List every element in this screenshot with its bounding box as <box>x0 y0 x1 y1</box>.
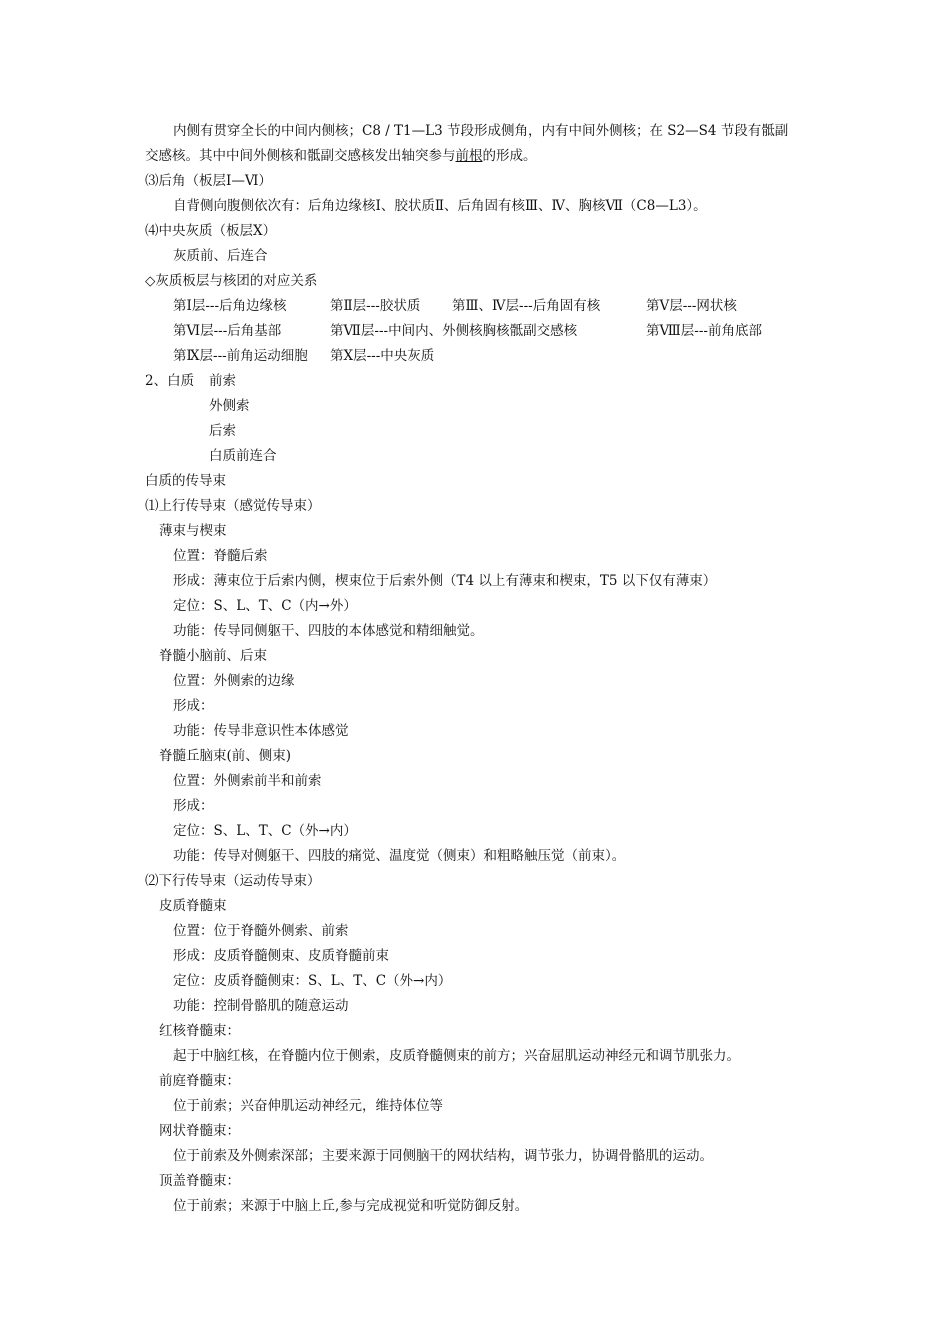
text-line: 位置：外侧索的边缘 <box>173 673 295 689</box>
lamina-item: 第Ⅸ层---前角运动细胞 <box>173 348 308 364</box>
lamina-item: 第Ⅵ层---后角基部 <box>173 323 282 339</box>
text-line: 位置：脊髓后索 <box>173 548 268 564</box>
lamina-item: 第Ⅹ层---中央灰质 <box>330 348 435 364</box>
text-line <box>145 146 537 166</box>
text-line: 位置：位于脊髓外侧索、前索 <box>173 923 349 939</box>
text-line: 形成：薄束位于后索内侧，楔束位于后索外侧（T4 以上有薄束和楔束，T5 以下仅有薄束） <box>173 573 717 589</box>
text-line: 定位：S、L、T、C（外→内） <box>173 823 357 839</box>
text-line: 内侧有贯穿全长的中间内侧核；C8 / T1—L3 节段形成侧角，内有中间外侧核；在 S2—S4 节段有骶副 <box>173 123 789 139</box>
text-line: 形成：皮质脊髓侧束、皮质脊髓前束 <box>173 948 389 964</box>
tract-heading: 网状脊髓束： <box>159 1123 240 1139</box>
tract-heading: 脊髓小脑前、后束 <box>159 648 267 664</box>
tract-heading: 脊髓丘脑束(前、侧束) <box>159 748 292 764</box>
text-segment: 的形成。 <box>482 148 537 164</box>
text-line: 白质前连合 <box>209 448 277 464</box>
tract-heading: 前庭脊髓束： <box>159 1073 240 1089</box>
text-line: 功能：传导对侧躯干、四肢的痛觉、温度觉（侧束）和粗略触压觉（前束）。 <box>173 848 626 864</box>
underlined-term: 前根 <box>455 148 483 164</box>
lamina-item: 第Ⅷ层---前角底部 <box>646 323 762 339</box>
section-heading: ⑵下行传导束（运动传导束） <box>145 873 321 889</box>
text-segment: 交感核。其中中间外侧核和骶副交感核发出轴突参与 <box>145 148 456 164</box>
text-line: 位于前索；来源于中脑上丘,参与完成视觉和听觉防御反射。 <box>173 1198 529 1214</box>
lamina-item: 第Ⅶ层---中间内、外侧核胸核骶副交感核 <box>330 323 578 339</box>
lamina-item: 第Ⅲ、Ⅳ层---后角固有核 <box>452 298 601 314</box>
text-line: 位置：外侧索前半和前索 <box>173 773 322 789</box>
text-line: 灰质前、后连合 <box>173 248 268 264</box>
tract-heading: 红核脊髓束： <box>159 1023 240 1039</box>
text-line: 形成： <box>173 698 214 714</box>
lamina-item: 第Ⅴ层---网状核 <box>646 298 737 314</box>
text-line: 形成： <box>173 798 214 814</box>
text-line: 位于前索及外侧索深部；主要来源于同侧脑干的网状结构，调节张力，协调骨骼肌的运动。 <box>173 1148 713 1164</box>
text-line: 前索 <box>209 373 236 389</box>
section-heading: ◇灰质板层与核团的对应关系 <box>145 273 318 289</box>
text-line: 功能：传导同侧躯干、四肢的本体感觉和精细触觉。 <box>173 623 484 639</box>
text-line: 后索 <box>209 423 236 439</box>
tract-heading: 顶盖脊髓束： <box>159 1173 240 1189</box>
text-line: 定位：皮质脊髓侧束：S、L、T、C（外→内） <box>173 973 452 989</box>
text-line: 自背侧向腹侧依次有：后角边缘核Ⅰ、胶状质Ⅱ、后角固有核Ⅲ、Ⅳ、胸核Ⅶ（C8—L3）。 <box>173 198 707 214</box>
section-heading: ⑷中央灰质（板层Ⅹ） <box>145 223 277 239</box>
tract-heading: 薄束与楔束 <box>159 523 227 539</box>
text-line: 外侧索 <box>209 398 250 414</box>
text-line: 功能：控制骨骼肌的随意运动 <box>173 998 349 1014</box>
section-heading: ⑶后角（板层Ⅰ—Ⅵ） <box>145 173 272 189</box>
lamina-item: 第Ⅰ层---后角边缘核 <box>173 298 287 314</box>
text-line: 功能：传导非意识性本体感觉 <box>173 723 349 739</box>
tract-heading: 皮质脊髓束 <box>159 898 227 914</box>
text-line: 定位：S、L、T、C（内→外） <box>173 598 357 614</box>
text-line: 起于中脑红核，在脊髓内位于侧索，皮质脊髓侧束的前方；兴奋屈肌运动神经元和调节肌张力。 <box>173 1048 740 1064</box>
text-line: 位于前索；兴奋伸肌运动神经元，维持体位等 <box>173 1098 443 1114</box>
section-heading: ⑴上行传导束（感觉传导束） <box>145 498 321 514</box>
section-heading: 白质的传导束 <box>145 473 226 489</box>
lamina-item: 第Ⅱ层---胶状质 <box>330 298 421 314</box>
section-heading: 2、白质 <box>145 373 195 389</box>
